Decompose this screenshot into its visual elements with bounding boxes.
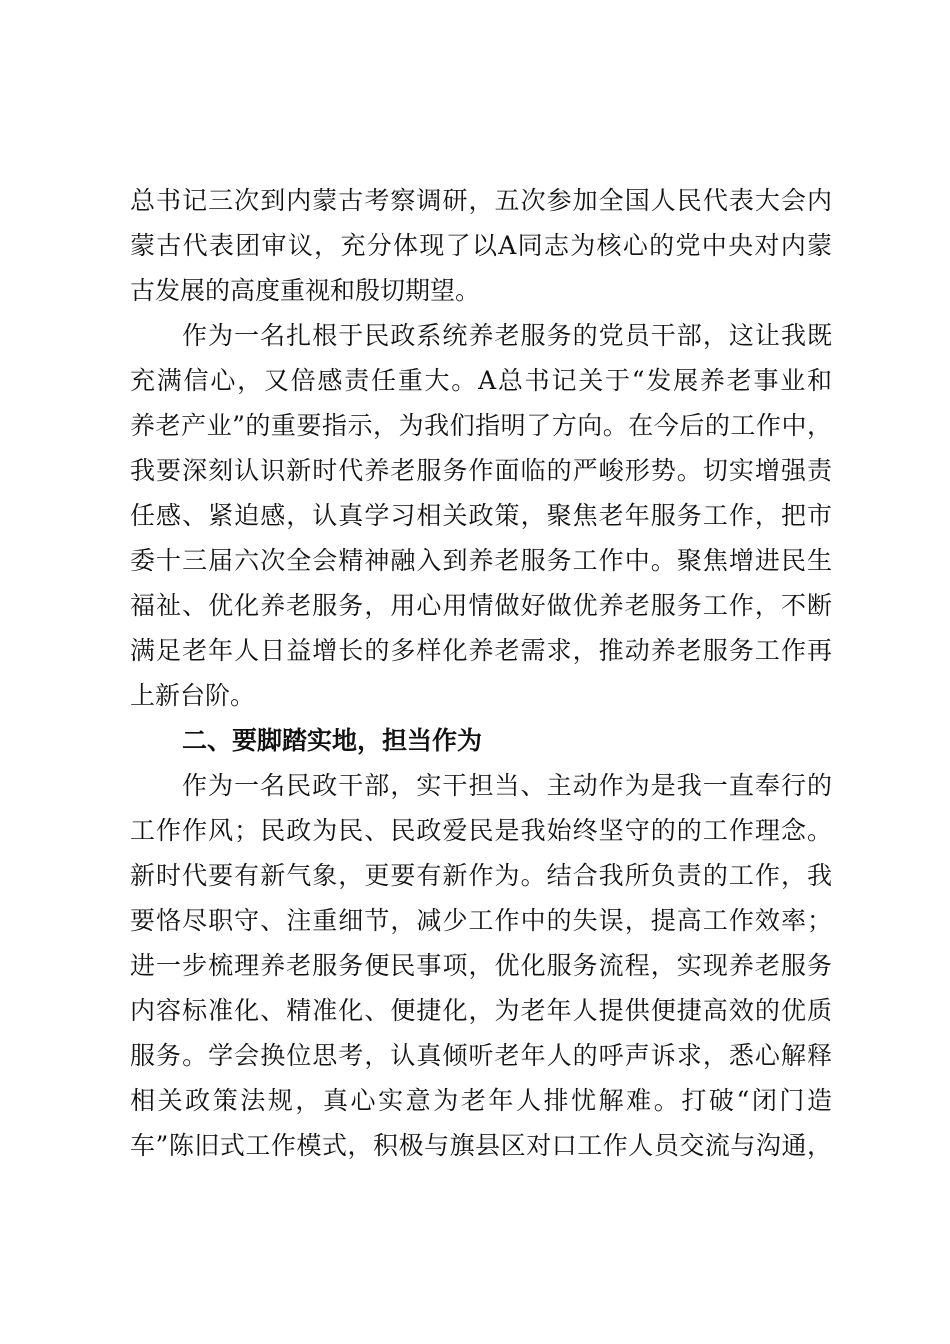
text-line: 养老产业”的重要指示，为我们指明了方向。在今后的工作中， [130,411,832,440]
text-line: 车”陈旧式工作模式，积极与旗县区对口工作人员交流与沟通， [130,1131,832,1160]
text-line: 任感、紧迫感，认真学习相关政策，聚焦老年服务工作，把市 [130,501,832,530]
text-line: 古发展的高度重视和殷切期望。 [130,276,481,305]
text-line: 上新台阶。 [130,681,256,710]
section-heading: 二、要脚踏实地，担当作为 [182,726,483,755]
text-line: 内容标准化、精准化、便捷化，为老年人提供便捷高效的优质 [130,996,832,1025]
text-line: 要恪尽职守、注重细节，减少工作中的失误，提高工作效率； [130,906,832,935]
text-line: 服务。学会换位思考，认真倾听老年人的呼声诉求，悉心解释 [130,1041,832,1070]
text-line: 满足老年人日益增长的多样化养老需求，推动养老服务工作再 [130,636,832,665]
text-line: 总书记三次到内蒙古考察调研，五次参加全国人民代表大会内 [130,186,832,215]
text-line: 进一步梳理养老服务便民事项，优化服务流程，实现养老服务 [130,951,832,980]
text-line: 新时代要有新气象，更要有新作为。结合我所负责的工作，我 [130,861,832,890]
text-line: 蒙古代表团审议，充分体现了以A同志为核心的党中央对内蒙 [130,231,832,260]
text-line: 福祉、优化养老服务，用心用情做好做优养老服务工作，不断 [130,591,832,620]
text-line: 我要深刻认识新时代养老服务作面临的严峻形势。切实增强责 [130,456,832,485]
document-page [130,178,832,1168]
text-line: 工作作风；民政为民、民政爱民是我始终坚守的的工作理念。 [130,816,832,845]
text-line: 相关政策法规，真心实意为老年人排忧解难。打破“闭门造 [130,1086,832,1115]
text-line: 作为一名扎根于民政系统养老服务的党员干部，这让我既 [182,321,832,350]
text-line: 作为一名民政干部，实干担当、主动作为是我一直奉行的 [182,771,832,800]
text-line: 委十三届六次全会精神融入到养老服务工作中。聚焦增进民生 [130,546,832,575]
text-line: 充满信心，又倍感责任重大。A总书记关于“发展养老事业和 [130,366,832,395]
